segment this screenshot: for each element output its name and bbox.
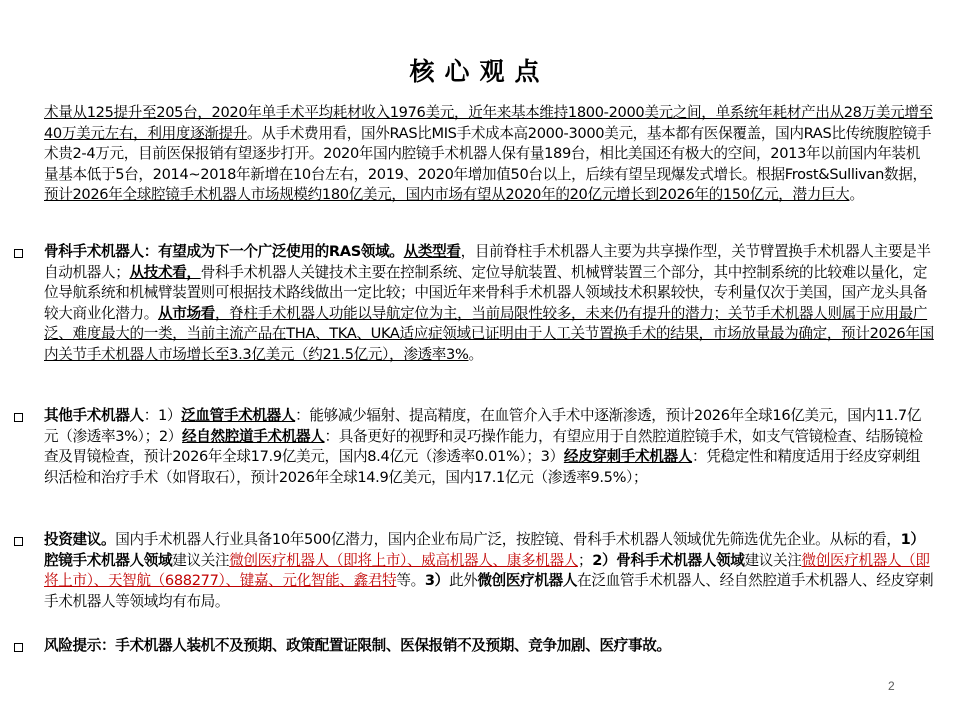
- page-number: 2: [888, 679, 895, 693]
- para4-item-3: 3）: [424, 572, 449, 590]
- bullet-square-icon: [14, 413, 23, 422]
- para3-heading: 其他手术机器人: [44, 407, 144, 424]
- para4-heading: 投资建议。: [44, 531, 116, 548]
- para4-text-5: 等。: [396, 572, 425, 590]
- para2-text-4: 。: [468, 345, 483, 363]
- para4-text-6: 此外: [448, 572, 478, 590]
- para4-recommend-2: 微创医疗机器人（即将上市）、天智航（688277）、键嘉、元化智能、鑫君特: [44, 551, 930, 590]
- para2-heading: 骨科手术机器人：有望成为下一个广泛使用的RAS领域。: [44, 243, 404, 260]
- para3-natural-orifice: 经自然腔道手术机器人: [182, 427, 325, 445]
- paragraph-other-robots: [44, 406, 934, 488]
- para2-text-1: ，目前脊柱手术机器人主要为共享操作型，关节臂置换手术机器人主要是半自动机器人；: [44, 243, 931, 281]
- para3-text-1: ：1）: [143, 407, 182, 424]
- bullet-square-icon: [14, 249, 23, 258]
- para1-text-1: 术量从125提升至205台，2020年单手术平均耗材收入1976美元，近年来基本维持1800-2000美元之间，单系统年耗材产出从28万美元增至40万美元左右，利用度逐渐提升: [44, 104, 933, 142]
- para4-text-7: 在泛血管手术机器人、经自然腔道手术机器人、经皮穿刺手术机器人等领域均有布局。: [44, 572, 934, 610]
- paragraph-laparoscopic-market: [44, 103, 934, 206]
- para4-text-1: 国内手术机器人行业具备10年500亿潜力，国内企业布局广泛，按腔镜、骨科手术机器人领域优先筛选优先企业。从标的看，: [115, 531, 901, 548]
- para4-text-4: 建议关注: [744, 551, 802, 569]
- bullet-square-icon: [14, 643, 23, 652]
- para3-text-2: ：能够减少辐射、提高精度，在血管介入手术中逐渐渗透，预计2026年全球16亿美元，国内11.7亿元（渗透率3%）；2）: [44, 407, 922, 445]
- para4-recommend-1: 微创医疗机器人（即将上市）、威高机器人、康多机器人: [229, 551, 578, 569]
- para3-text-3: ：具备更好的视野和灵巧操作能力，有望应用于自然腔道腔镜手术，如支气管镜检查、结肠镜检查及胃镜检查，预计2026年全球17.9亿美元，国内8.4亿元（渗透率0.01%）；3）: [44, 427, 923, 466]
- para2-text-3: ，脊柱手术机器人功能以导航定位为主，当前局限性较多，未来仍有提升的潜力；关节手术机器人则属于应用最广泛、难度最大的一类，当前主流产品在THA、TKA、UKA适应症领域已证明由于人工关节置换手术的结果，市场放量最为确定，预计2026年国内关节手术机器人市场增长至3.3亿美元（约21.5亿元），渗透率3%: [44, 304, 934, 363]
- para4-microport: 微创医疗机器人: [477, 572, 578, 590]
- para1-text-2: 。从手术费用看，国外RAS比MIS手术成本高2000-3000美元，基本都有医保覆盖，国内RAS比传统腹腔镜手术贵2-4万元，目前医保报销有望逐步打开。2020年国内腔镜手术机器人保有量189台，相比美国还有极大的空间，2013年以前国内年装机量基本低于5台，2014~2018年新增在10台左右，2019、2020年增加值50台以上，后续有望呈现爆发式增长。根据Frost&Sullivan数据，: [44, 124, 932, 183]
- paragraph-orthopedic-robots: [44, 242, 934, 366]
- para1-text-4: 。: [849, 186, 864, 204]
- para4-laparoscopic: 1）腔镜手术机器人领域: [44, 531, 925, 569]
- para2-by-market: 从市场看: [157, 304, 215, 322]
- para3-percutaneous: 经皮穿刺手术机器人: [563, 448, 693, 466]
- page-title: 核心观点: [409, 57, 550, 86]
- para4-text-2: 建议关注: [172, 551, 230, 569]
- risk-text: 风险提示：手术机器人装机不及预期、政策配置证限制、医保报销不及预期、竞争加剧、医疗事故。: [44, 637, 671, 654]
- para2-by-type: 从类型看: [403, 243, 461, 260]
- para2-text-2: 骨科手术机器人关键技术主要在控制系统、定位导航装置、机械臂装置三个部分，其中控制系统的比较难以量化，定位导航系统和机械臂装置则可根据技术路线做出一定比较；中国近年来骨科手术机器人领域技术积累较快，专利量仅次于美国，国产龙头具备较大商业化潜力。: [44, 263, 928, 322]
- para3-vascular: 泛血管手术机器人: [181, 407, 296, 424]
- para4-text-3: ；: [577, 551, 593, 569]
- paragraph-investment: [44, 530, 934, 612]
- bullet-square-icon: [14, 537, 23, 546]
- para2-by-tech: 从技术看，: [129, 263, 201, 281]
- para3-text-4: ：凭稳定性和精度适用于经皮穿刺组织活检和治疗手术（如肾取石），预计2026年全球14.9亿美元，国内17.1亿元（渗透率9.5%）；: [44, 448, 920, 486]
- paragraph-risk: [44, 636, 934, 657]
- para4-orthopedic: 2）骨科手术机器人领域: [592, 551, 745, 569]
- para1-text-3: 预计2026年全球腔镜手术机器人市场规模约180亿美元，国内市场有望从2020年的20亿元增长到2026年的150亿元，潜力巨大: [44, 186, 850, 204]
